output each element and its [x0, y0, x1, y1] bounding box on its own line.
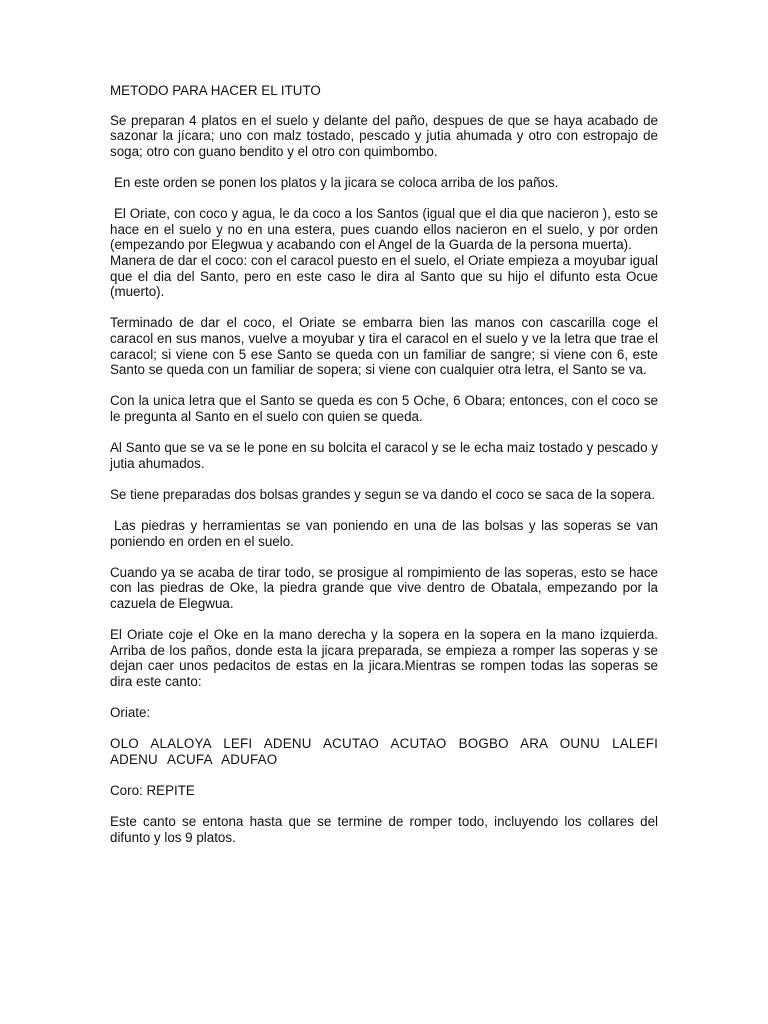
paragraph-santo-se-va: Al Santo que se va se le pone en su bolcita el caracol y se le echa maiz tostado y pescado y jutia ahumados.	[110, 440, 658, 471]
paragraph-canto-final: Este canto se entona hasta que se termine de romper todo, incluyendo los collares del difunto y los 9 platos.	[110, 814, 658, 845]
document-title: METODO PARA HACER EL ITUTO	[110, 83, 321, 98]
paragraph-piedras: Las piedras y herramientas se van poniendo en una de las bolsas y las soperas se van poniendo en orden en el suelo.	[110, 518, 658, 549]
paragraph-platos: Se preparan 4 platos en el suelo y delante del paño, despues de que se haya acabado de sazonar la jícara; uno con malz tostado, pescado y jutia ahumada y otro con estropajo de soga; otro con guano bendito y el otro con quimbombo.	[110, 112, 658, 159]
chant-text: OLO ALALOYA LEFI ADENU ACUTAO ACUTAO BOGBO ARA OUNU LALEFI ADENU ACUFA ADUFAO	[110, 736, 658, 767]
paragraph-terminado: Terminado de dar el coco, el Oriate se embarra bien las manos con cascarilla coge el caracol en sus manos, vuelve a moyubar y tira el caracol en el suelo y ve la letra que trae el caracol; si viene con 5 ese Santo se queda con un familiar de sangre; si viene con 6, este Santo se queda con un familiar de sopera; si viene con cualquier otra letra, el Santo se va.	[110, 315, 658, 378]
paragraph-oriate-coco: El Oriate, con coco y agua, le da coco a los Santos (igual que el dia que nacieron ), esto se hace en el suelo y no en una estera, pues cuando ellos nacieron en el suelo, y por orden (empezando por Elegwua y acabando con el Angel de la Guarda de la persona muerta).	[110, 206, 658, 253]
paragraph-orden: En este orden se ponen los platos y la jicara se coloca arriba de los paños.	[114, 174, 559, 190]
paragraph-bolsas: Se tiene preparadas dos bolsas grandes y segun se va dando el coco se saca de la sopera.	[110, 486, 655, 502]
paragraph-oke: El Oriate coje el Oke en la mano derecha y la sopera en la sopera en la mano izquierda. Arriba de los paños, donde esta la jicara preparada, se empieza a romper las soperas y se dejan caer unos pedacitos de estas en la jicara.Mientras se rompen todas las soperas se dira este canto:	[110, 627, 658, 689]
document-page	[110, 83, 658, 861]
paragraph-manera-coco: Manera de dar el coco: con el caracol puesto en el suelo, el Oriate empieza a moyubar igual que el dia del Santo, pero en este caso le dira al Santo que su hijo el difunto esta Ocue (muerto).	[110, 252, 658, 300]
paragraph-rompimiento: Cuando ya se acaba de tirar todo, se prosigue al rompimiento de las soperas, esto se hace con las piedras de Oke, la piedra grande que vive dentro de Obatala, empezando por la cazuela de Elegwua.	[110, 564, 658, 611]
paragraph-unica-letra: Con la unica letra que el Santo se queda es con 5 Oche, 6 Obara; entonces, con el coco se le pregunta al Santo en el suelo con quien se queda.	[110, 393, 658, 424]
coro-line: Coro: REPITE	[110, 783, 195, 799]
speaker-label: Oriate:	[110, 705, 151, 721]
